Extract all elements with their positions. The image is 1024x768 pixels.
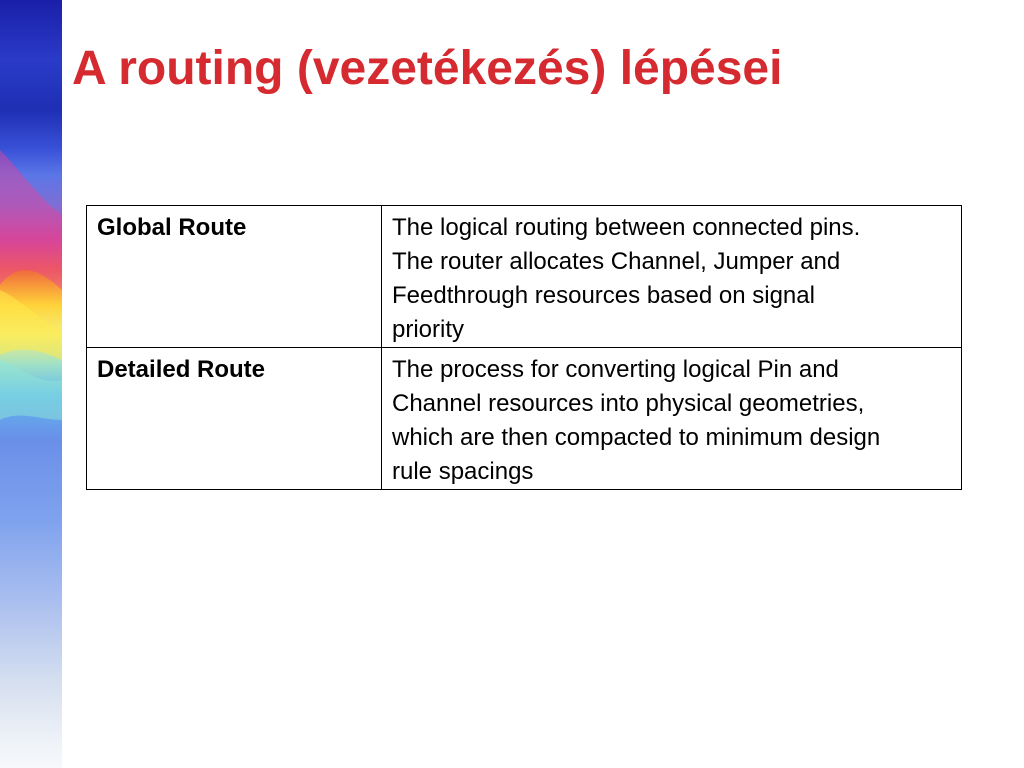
- description-line: Channel resources into physical geometries,: [392, 390, 865, 417]
- table-row: [87, 348, 962, 490]
- description-line: Feedthrough resources based on signal: [392, 282, 815, 309]
- description-line: rule spacings: [392, 458, 534, 485]
- description-line: priority: [392, 316, 465, 343]
- routing-steps-table: [86, 205, 962, 490]
- description-line: The router allocates Channel, Jumper and: [392, 248, 841, 275]
- term-cell-global-route: Global Route: [87, 206, 382, 348]
- slide-title: A routing (vezetékezés) lépései: [72, 42, 783, 95]
- table-row: [87, 206, 962, 348]
- description-line: The process for converting logical Pin and: [392, 356, 839, 383]
- description-cell-global-route: [382, 206, 962, 348]
- stripe-wave-graphic: [0, 0, 62, 768]
- description-line: The logical routing between connected pins.: [392, 214, 861, 241]
- description-cell-detailed-route: [382, 348, 962, 490]
- term-cell-detailed-route: Detailed Route: [87, 348, 382, 490]
- decorative-gradient-stripe: [0, 0, 62, 768]
- description-line: which are then compacted to minimum design: [392, 424, 881, 451]
